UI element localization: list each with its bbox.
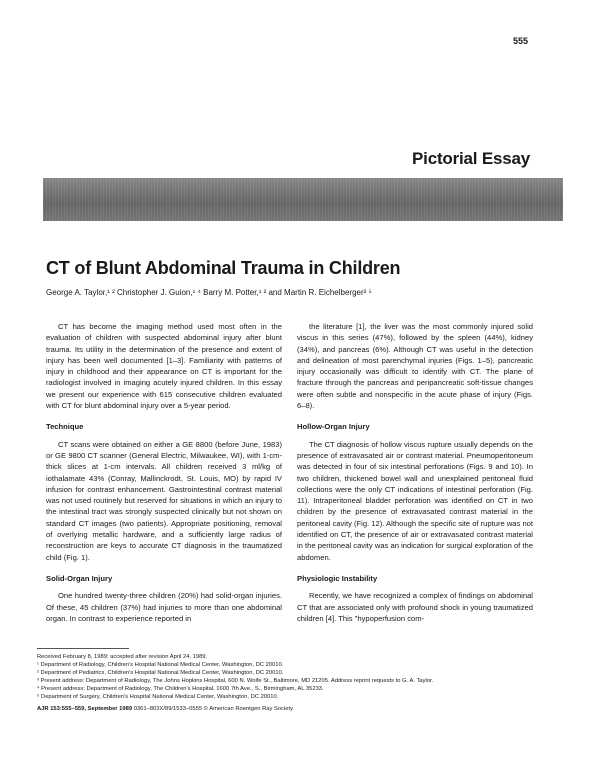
physiologic-paragraph: Recently, we have recognized a complex of findings on abdominal CT that are associated only with profound shock in young traumatized children [4]. This "hypoperfusion com-	[297, 591, 533, 623]
footnote-rule	[37, 648, 129, 649]
journal-citation-bold: AJR 153:555–559, September 1989	[37, 706, 133, 712]
journal-citation-rest: 0361–803X/89/1533–0555 © American Roentgen Ray Society	[133, 706, 293, 712]
continuation-paragraph: the literature [1], the liver was the most commonly injured solid viscus in this series (47%), followed by the spleen (44%), kidney (34%), and pancreas (6%). Although CT was useful in the detection and delineation of most parenchymal injuries (Figs. 1–5), pancreatic injury occasionally was difficult to identify with CT. The plane of fracture through the pancreas and peripancreatic soft-tissue changes were often subtle and nonspecific in the acute phase of injury (Figs. 6–8).	[297, 322, 533, 411]
left-column	[46, 321, 282, 634]
footnotes	[37, 653, 557, 701]
author-line: George A. Taylor,¹ ² Christopher J. Guion,¹ ⁴ Barry M. Potter,¹ ² and Martin R. Eichelberger² ⁵	[46, 288, 372, 297]
right-column	[297, 321, 533, 634]
journal-citation	[37, 706, 293, 712]
footnote-5: ⁵ Department of Surgery, Children's Hospital National Medical Center, Washington, DC 20010.	[37, 694, 279, 700]
section-band	[43, 178, 563, 221]
footnote-4: ⁴ Present address: Department of Radiology, The Children's Hospital, 1600 7th Ave., S., Birmingham, AL 35233.	[37, 686, 324, 692]
hollow-organ-paragraph: The CT diagnosis of hollow viscus rupture usually depends on the presence of extravasated air or contrast material. Pneumoperitoneum was detected in four of six intestinal perforations (Figs. 9 and 10). In two children, thickened bowel wall and unexplained peritoneal fluid collections were the only CT indications of intestinal perforation (Fig. 11). Intraperitoneal bladder perforation was identified on CT in two children by the presence of extravasated contrast material in the peritoneal cavity (Fig. 12). Although the specific site of rupture was not identified on CT, the presence of air or extravasated contrast material in the peritoneal cavity was an indication for surgical exploration of the abdomen.	[297, 439, 533, 562]
technique-paragraph: CT scans were obtained on either a GE 8800 (before June, 1983) or GE 9800 CT scanner (General Electric, Milwaukee, WI), with 1-cm-thick slices at 1-cm intervals. All children received 3 ml/kg of iothalamate 43% (Conray, Mallinckrodt, St. Louis, MO) by rapid IV infusion for contrast enhancement. Gastrointestinal contrast material was not used routinely but reserved for situations in which an injury to the intestinal tract was strongly suspected clinically but not shown on standard CT images (two patients). Appropriate positioning, removal of overlying metallic hardware, and a sufficiently large radius of reconstruction are keys to accurate CT diagnosis in the traumatized child (Fig. 1).	[46, 439, 282, 562]
solid-organ-heading: Solid-Organ Injury	[46, 573, 113, 583]
footnote-3: ³ Present address: Department of Radiology, The Johns Hopkins Hospital, 600 N. Wolfe St., Baltimore, MD 21205. Address reprint requests to G. A. Taylor.	[37, 678, 434, 684]
solid-organ-paragraph: One hundred twenty-three children (20%) had solid-organ injuries. Of these, 45 children (37%) had injuries to more than one abdominal organ. In contrast to experience reported in	[46, 591, 282, 623]
footnote-received: Received February 8, 1989; accepted after revision April 24, 1989.	[37, 654, 208, 660]
footnote-1: ¹ Department of Radiology, Children's Hospital National Medical Center, Washington, DC 20010.	[37, 662, 284, 668]
article-title: CT of Blunt Abdominal Trauma in Children	[46, 258, 401, 278]
physiologic-heading: Physiologic Instability	[297, 573, 378, 583]
footnote-2: ² Department of Pediatrics, Children's Hospital National Medical Center, Washington, DC 20010.	[37, 670, 284, 676]
section-label: Pictorial Essay	[412, 149, 530, 168]
page-number: 555	[512, 36, 528, 46]
hollow-organ-heading: Hollow-Organ Injury	[297, 422, 370, 432]
technique-heading: Technique	[46, 422, 84, 432]
intro-paragraph: CT has become the imaging method used most often in the evaluation of children with suspected abdominal injury after blunt trauma. Its utility in the determination of the presence and extent of injury has been well documented [1–3]. Familiarity with patterns of injury in childhood and their appearance on CT is important for the radiologist involved in imaging acutely injured children. In this essay we present our experience with 615 consecutive children evaluated with CT for blunt abdominal injury over a 5-year period.	[46, 322, 282, 411]
